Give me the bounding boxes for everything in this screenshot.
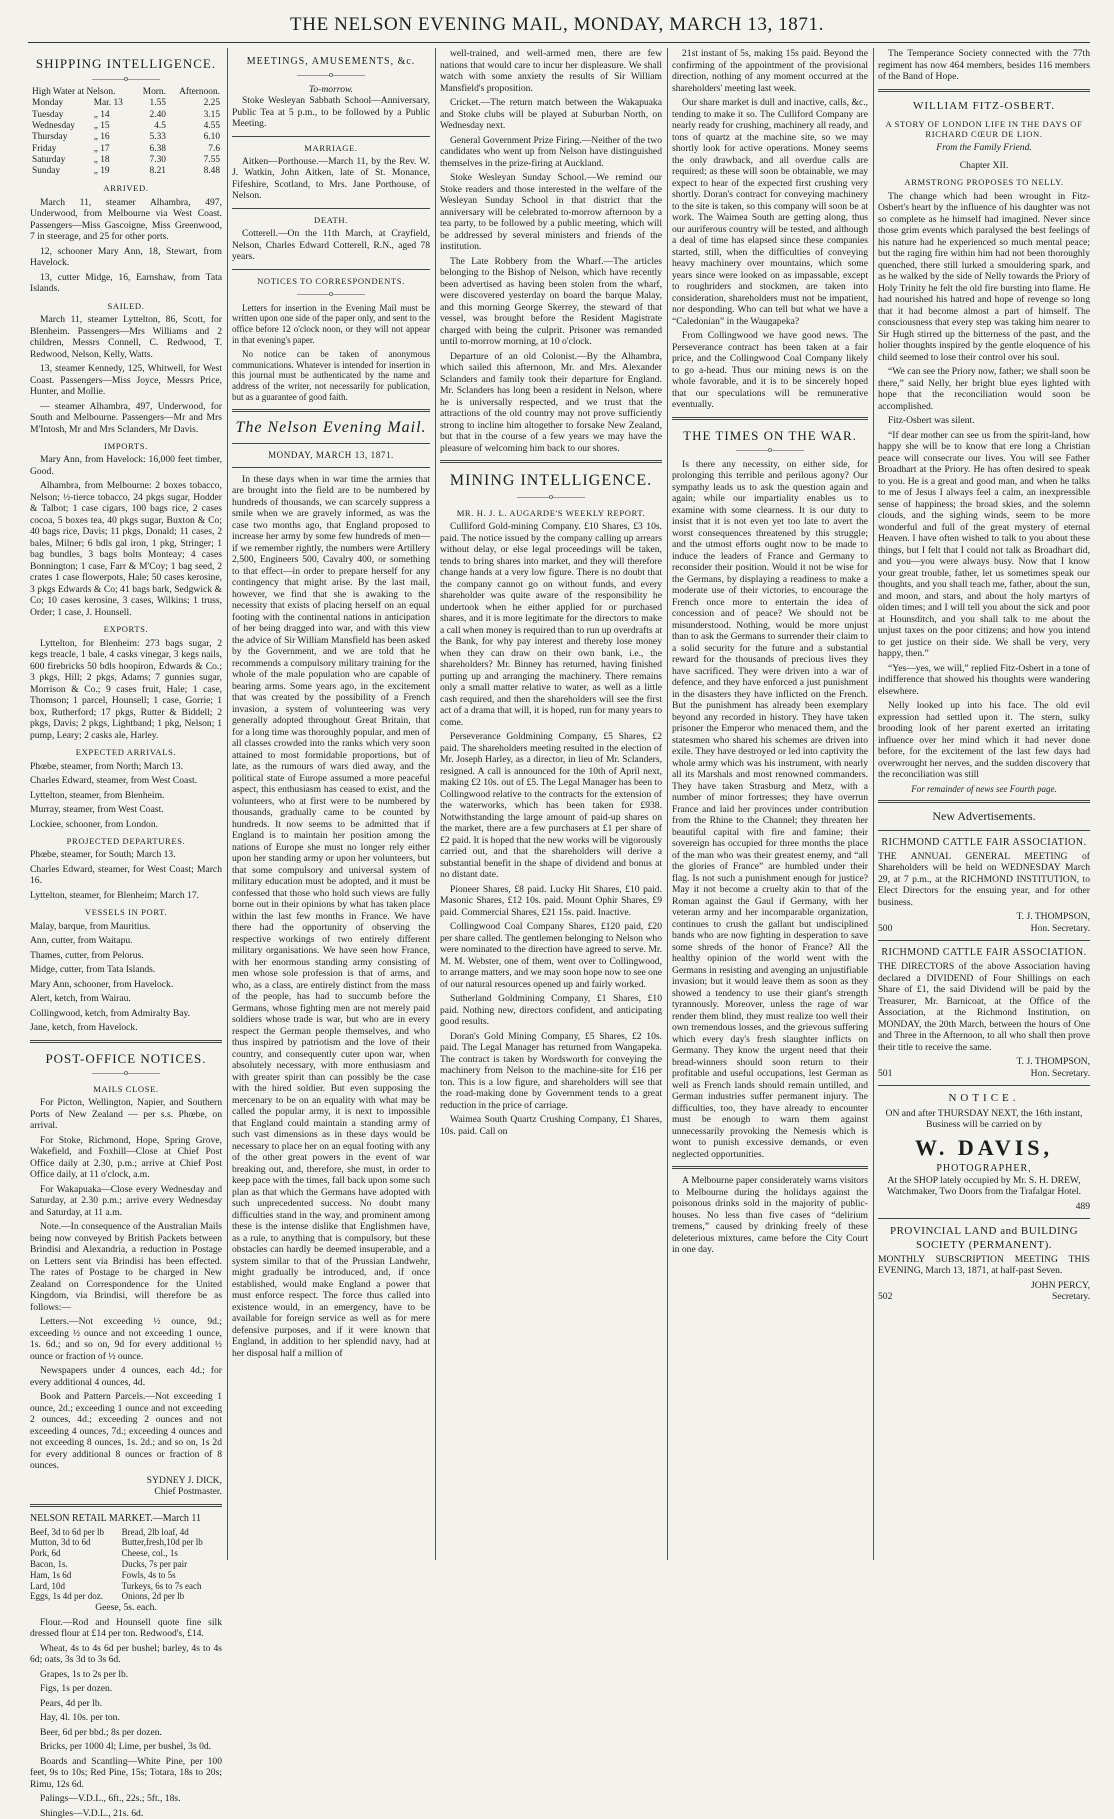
ad-footer [878,1068,1090,1080]
ad-notice-body: ON and after THURSDAY NEXT, the 16th instant, Business will be carried on by [885,1107,1083,1130]
section-rule [232,467,430,468]
news-paragraph: From Collingwood we have good news. The Perseverance contract has been taken at a fair price, and the Collingwood Coal Company likely to go a-head. Thus our mining news is on the whole favorable, and it is to be sincerely hoped that our speculations will be remunerative eventually. [672,330,868,410]
story-paragraph: “If dear mother can see us from the spirit-land, how happy she will be to know that ere long a Christian peace will consecrate our lives. You will see Father Broadhart at the Priory. He has often desired to speak to you. He is a great and good man, and when he talks to me of Jesus I always feel a calm, an inexpressible sense of happiness; the broad skies, and the solemn clouds, and the sighing winds, seem to be more wonderful and full of the great mystery of eternal Heaven. I have often wished to talk to you about these things, but I felt that I could not talk as Broadhart did, and you—you were always busy. Now that I know your great trouble, father, let us sometimes speak our thoughts, and you shall teach me, father, about the sun, and moon, and stars, and about the holy martyrs of olden times; and I will tell you about the sick and poor at Hounsditch, and you shall talk to me about the unjust taxes on the poor citizens; and how you intend to get justice on their side. We shall be very, very happy, then.” [878,429,1090,660]
postmaster-name: SYDNEY J. DICK, [146,1474,222,1486]
expected-entry: Lyttelton, steamer, from Blenheim. [30,789,165,801]
mining-subtitle: MR. H. J. L. AUGARDE'S WEEKLY REPORT. [456,507,646,518]
ad-role: Secretary. [1052,1291,1090,1303]
mining-paragraph: Waimea South Quartz Crushing Company, £1 Shares, 10s. paid. Call on [440,1114,662,1137]
market-item: Palings—V.D.L., 6ft., 22s.; 5ft., 18s. [40,1793,181,1805]
divider: ————o———— [736,445,804,455]
news-paragraph: Cricket.—The return match between the Wakapuaka and Stoke clubs will be played at Suburban North, on Wednesday next. [440,97,662,131]
story-paragraph: The change which had been wrought in Fitz-Osbert's heart by the influence of his daughter was not so complete as he himself had imagined. Never since those grim events which paralysed the best feelings of his nature had he experienced so much mental peace; but the raging fire within him had not been thoroughly quenched, there still lurked a smouldering spark, and as he walked by the side of Nelly towards the Priory of Holy Trinity he felt the old fire bursting into flame. He had nourished his hatred and hope of revenge so long that it had become almost a part of himself. The consciousness that every step was taking him nearer to Sir Hugh stirred up the bitterness of the past, and the holier thoughts inspired by the gentle eloquence of his child seemed to lose their control over his soul. [878,190,1090,363]
section-rule [878,1218,1090,1219]
chapter-number: Chapter XII. [959,159,1009,171]
arrived-entry: 12, schooner Mary Ann, 18, Stewart, from Havelock. [30,245,222,269]
market-item: Lard, 10d [30,1580,65,1591]
story-paragraph: Fitz-Osbert was silent. [888,415,975,427]
story-paragraph: Nelly looked up into his face. The old evil expression had settled upon it. The stern, sulky brooding look of her parent exerted an irritating influence over her mind which it had never done before, for the excitement of the last few days had overwrought her nerves, and the sudden discovery that the reconciliation was still [878,700,1090,781]
mining-paragraph: Doran's Gold Mining Company, £5 Shares, £2 10s. paid. The Legal Manager has returned from Wangapeka. The contract is taken by Wordsworth for conveying the machinery from Nelson to the machine-site for £16 per ton. This is a low figure, and shareholders will see that the road-making done by Government tends to a great reduction in the price of carriage. [440,1030,662,1111]
tide-row [30,166,222,177]
imports-entry: Mary Ann, from Havelock: 16,000 feet timber, Good. [30,454,222,477]
ad-signature: T. J. THOMPSON, [1016,911,1090,923]
market-item: Shingles—V.D.L., 21s. 6d. [40,1807,144,1819]
marriage-title: MARRIAGE. [304,142,358,153]
mining-paragraph: Sutherland Goldmining Company, £1 Shares, £10 paid. Nothing new, directors confident, and anticipating good results. [440,993,662,1028]
column-leader [232,48,430,1558]
market-item: Figs, 1s per dozen. [40,1683,113,1695]
mail-entry: Book and Pattern Parcels.—Not exceeding 1 ounce, 2d.; exceeding 1 ounce and not exceeding 2 ounces, 4d.; exceeding 2 ounces and not exceeding 4 ounces, 7d.; exceeding 4 ounces and not exceeding 8 ounces, 1s. 2d.; and so on, 1s 2d for every additional 8 ounces or fraction of 8 ounces. [30,1391,222,1472]
chapter-title: ARMSTRONG PROPOSES TO NELLY. [904,177,1064,188]
market-item: Butter,fresh,10d per lb [121,1537,203,1548]
market-table [30,1527,222,1603]
expected-entry: Lockiee, schooner, from London. [30,818,159,830]
section-rule [30,1040,222,1043]
arrived-entry: March 11, steamer Alhambra, 497, Underwood, from Melbourne via West Coast. Passengers—Miss Gascoigne, Miss Greenwood, 7 in steerage, and 25 for other ports. [30,196,222,243]
section-rule [672,417,868,420]
notice-entry: No notice can be taken of anonymous communications. Whatever is intended for insertion in this journal must be authenticated by the name and address of the writer, not necessarily for publication, but as a guarantee of good faith. [232,348,430,402]
tide-date: „ 15 [93,121,110,132]
postmaster-title: Chief Postmaster. [154,1486,222,1498]
leader-date: MONDAY, MARCH 13, 1871. [268,449,394,460]
tide-day: Thursday [32,132,68,143]
vessel-entry: Midge, cutter, from Tata Islands. [30,964,156,976]
ad-notice-address: At the SHOP lately occupied by Mr. S. H. DREW, Watchmaker, Two Doors from the Trafalgar Hotel. [886,1174,1082,1198]
market-item: Turkeys, 6s to 7s each [121,1580,202,1591]
column-rule [873,48,874,1560]
section-rule [232,409,430,412]
tide-head-place: High Water at Nelson. [32,87,116,98]
ad-footer [878,1291,1090,1303]
market-item: Bread, 2lb loaf, 4d [121,1526,189,1537]
post-office-title: POST-OFFICE NOTICES. [45,1050,207,1066]
masthead: THE NELSON EVENING MAIL, MONDAY, MARCH 13, 1871. [290,14,824,35]
mail-entry: For Picton, Wellington, Napier, and Southern Ports of New Zealand — per s.s. Phœbe, on arrival. [30,1097,222,1132]
tide-morn: 6.38 [149,143,166,154]
projected-heading: PROJECTED DEPARTURES. [66,836,186,846]
mail-entry: Letters.—Not exceeding ½ ounce, 9d.; exceeding ½ ounce and not exceeding 1 ounce, 1s. 6d.; and so on, 9d for every additional ½ ounce or fraction of ½ ounce. [30,1316,222,1362]
story-subtitle: A STORY OF LONDON LIFE IN THE DAYS OF RICHARD CŒUR DE LION. [885,118,1083,139]
tide-day: Tuesday [32,109,64,120]
tide-row [30,110,222,121]
projected-entry: Charles Edward, steamer, for West Coast; March 16. [30,863,222,887]
column-local-news [440,48,662,1558]
column-rule [227,48,228,1560]
market-item: Wheat, 4s to 4s 6d per bushel; barley, 4s to 4s 6d; oats, 3s 3d to 3s 6d. [30,1642,222,1666]
tide-head-morn: Morn. [142,87,166,98]
tide-aft: 8.48 [203,166,220,177]
section-rule [440,460,662,463]
ad-number: 501 [878,1067,893,1079]
column-story-ads [878,48,1090,1558]
ad-dividend-heading: RICHMOND CATTLE FAIR ASSOCIATION. [881,947,1087,959]
sailed-entry: — steamer Alhambra, 497, Underwood, for South and Melbourne. Passengers—Mr and Mrs M'Intosh, Mr and Mrs Sclanders, Mr Davis. [30,400,222,435]
market-item: Beef, 3d to 6d per lb [30,1526,104,1537]
news-paragraph: Our share market is dull and inactive, calls, &c., tending to make it so. The Culliford Company are nearly ready for crushing, machinery all ready, and tons of quartz at the machine site, so we may shortly look for active operations. Money seems the only drawback, and all overdue calls are required; as these will soon be obtainable, we may expect to hear of the expected first crushing very shortly. Doran's contract for conveying machinery to the site is taken, so this company will soon be at work. The Waimea South are getting along, thus our auriferous country will be tested, and although a deal of time has elapsed since these companies started, still, when the difficulties of conveying heavy machinery over mountains, which some years since were looked on as impassable, except to roughriders and stockmen, are taken into consideration, shareholders must not be impatient, nor desponding. Who can tell but what we have a “Caledonian” in the Waugapeka? [672,97,868,327]
tide-aft: 2.25 [203,98,220,109]
section-rule [878,830,1090,831]
ad-role: Hon. Secretary. [1030,922,1090,934]
ad-cattle-fair-heading: RICHMOND CATTLE FAIR ASSOCIATION. [881,836,1087,848]
market-item: Pears, 4d per lb. [40,1697,103,1709]
section-rule [878,89,1090,92]
market-item: Bricks, per 1000 4l; Lime, per bushel, 3s 0d. [40,1741,212,1753]
tide-day: Friday [32,143,57,154]
mining-paragraph: Perseverance Goldmining Company, £5 Shares, £2 paid. The shareholders meeting resulted in the election of Mr. Joseph Harley, as a director, in lieu of Mr. Sclanders, resigned. A call is announced for the 10th of April next, making £2 10s. out of £5. The Legal Manager has been to Collingwood relative to the contracts for the extension of the waterworks, which has been taken for £938. Notwithstanding the large amount of paid-up shares on the market, there are a few purchasers at £1 per share of £2 paid. It is hoped that the new works will be vigorously carried out, and that the shareholders will derive a substantial benefit in the shape of dividend and bonus at no distant date. [440,731,662,881]
ad-dividend-body: THE DIRECTORS of the above Association having declared a DIVIDEND of Four Shillings on each Share of £1, the said Dividend will be paid by the Treasurer, Mr. Barnicoat, at the Office of the Association, at the Richmond Institution, on MONDAY, the 20th March, between the hours of One and Three in the Afternoon, to all who shall then prove their title to receive the same. [878,961,1090,1053]
ad-role: Hon. Secretary. [1030,1067,1090,1079]
ad-signature: JOHN PERCY, [1031,1279,1090,1291]
tide-day: Wednesday [32,121,75,132]
tomorrow-label: To-morrow. [308,83,354,95]
story-continuation: For remainder of news see Fourth page. [911,783,1057,794]
market-item: Hay, 4l. 10s. per ton. [40,1712,120,1724]
vessel-entry: Jane, ketch, from Havelock. [30,1022,138,1034]
mail-entry: Note.—In consequence of the Australian Mails being now conveyed by British Packets between Brindisi and Alexandria, a reduction in Postage on Letters sent via Brindisi has been effected. The rates of Postage to be charged in New Zealand on Correspondence for the United Kingdom, via Brindisi, will therefore be as follows:— [30,1221,222,1313]
market-item: Eggs, 1s 4d per doz. [30,1591,103,1602]
tide-date: „ 14 [93,109,110,120]
tide-day: Saturday [32,154,66,165]
section-rule [878,800,1090,803]
market-item: Boards and Scantling—White Pine, per 100 feet, 9s to 10s; Red Pine, 15s; Totara, 18s to 20s; Rimu, 12s 6d. [30,1755,222,1790]
section-rule [232,136,430,137]
death-title: DEATH. [314,214,348,225]
tide-day: Sunday [32,166,61,177]
tide-row [30,121,222,132]
market-item: Beer, 6d per bbd.; 8s per dozen. [40,1726,162,1738]
sailed-heading: SAILED. [107,300,145,311]
ad-number: 489 [1075,1200,1090,1212]
top-rule [28,42,1090,43]
tide-morn: 2.40 [149,109,166,120]
news-paragraph: Stoke Wesleyan Sunday School.—We remind our Stoke readers and those interested in the welfare of the Wesleyan Sunday School in that district that the anniversary will be celebrated to-morrow afternoon by a tea party, to be followed by a public meeting, which will be addressed by several ministers and friends of the institution. [440,172,662,252]
ad-photographer-trade: PHOTOGRAPHER, [936,1162,1032,1174]
section-rule [878,1085,1090,1086]
exports-entry: Lyttelton, for Blenheim: 273 bags sugar, 2 kegs treacle, 1 bale, 4 casks vinegar, 3 kegs nails, 600 firebricks 50 bdls hoopiron, Edwards & Co.; 3 pkgs, Hill; 2 pkgs, Adams; 7 gunnies sugar, Morrison & Co.; 9 cases fruit, Hale; 1 case, Thomson; 1 parcel, Hounsell; 1 case, Gorrie; 1 box, Rutherford; 17 pkgs, Rutter & Biddell; 2 pkgs, Davis; 2 pkgs, Lightband; 1 pkg, Nelson; 1 pump, Leary; 2 casks ale, Harley. [30,637,222,741]
tide-aft: 4.55 [203,121,220,132]
tide-morn: 8.21 [149,166,166,177]
ad-number: 500 [878,922,893,934]
tide-head-aft: Afternoon. [179,87,220,98]
mining-paragraph: Collingwood Coal Company Shares, £120 paid, £20 per share called. The gentlemen belonging to Nelson who were nominated to the direction have agreed to serve. Mr. M. M. Webster, one of them, went over to Collingwood, to arrange matters, and we may soon hope now to see one of our natural resources opened up and fairly worked. [440,921,662,990]
arrived-heading: ARRIVED. [103,183,149,194]
tide-aft: 7.6 [208,143,220,154]
market-item: Onions, 2d per lb [121,1591,185,1602]
tide-header [30,87,222,98]
market-item: Cheese, col., 1s [121,1548,178,1559]
mail-entry: For Stoke, Richmond, Hope, Spring Grove, Wakefield, and Foxhill—Close at Chief Post Office daily at 2.30, p.m.; arrive at Chief Post Office daily, at 11 o'clock, a.m. [30,1134,222,1181]
mining-title: MINING INTELLIGENCE. [449,472,653,489]
tide-date: „ 18 [93,154,110,165]
column-rule [435,48,436,1560]
expected-heading: EXPECTED ARRIVALS. [75,747,177,758]
news-paragraph: well-trained, and well-armed men, there are few nations that would care to incur her displeasure. We shall watch with some anxiety the results of Sir William Mansfield's proposition. [440,48,662,94]
market-item: Pork, 6d [30,1548,61,1559]
news-paragraph: 21st instant of 5s, making 15s paid. Beyond the confirming of the appointment of the provisional direction, nothing of any moment occurred at the shareholders' meeting last week. [672,48,868,94]
vessels-heading: VESSELS IN PORT. [84,907,168,918]
section-rule [878,940,1090,941]
tide-aft: 6.10 [203,132,220,143]
imports-entry: Alhambra, from Melbourne: 2 boxes tobacco, Nelson; ½-tierce tobacco, 24 pkgs sugar, Hodder & Talbot; 1 case cigars, 100 bags rice, 2 cases cocoa, 5 boxes tea, 40 pkgs sugar, Buxton & Co; 40 bags rice, Davis; 11 pkgs, Donald; 11 cases, 2 bales, Milner; 6 bdls gal iron, 1 pkg, Stringer; 1 bag bundles, 3 bags bolts Monteay; 4 cases Bonnington; 1 case, Farr & M'Coy; 1 bag seed, 2 crates 1 case flowerpots, Hale; 50 cases kerosine, 3 pkgs Edwards & Co; 41 bags bark, Sedgwick & Co; 10 cases kerosine, 3 cases, Wilkins; 1 truss, Order; 1 case, J. Hounsell. [30,480,222,618]
notices-title: NOTICES TO CORRESPONDENTS. [257,275,405,286]
sailed-entry: 13, steamer Kennedy, 125, Whitwell, for West Coast. Passengers—Miss Joyce, Messrs Price, Hunter, and Mollie. [30,363,222,398]
shipping-title: SHIPPING INTELLIGENCE. [35,56,217,71]
paper-nameplate: The Nelson Evening Mail. [235,418,427,436]
new-advertisements-title: New Advertisements. [932,809,1036,824]
sailed-entry: March 11, steamer Lyttelton, 86, Scott, for Blenheim. Passengers—Mrs Williams and 2 children, Messrs Connell, C. Redwood, T. Redwood, Nelson, Kelly, Watts. [30,314,222,360]
section-rule [232,208,430,209]
section-rule [232,269,430,270]
ad-notice-heading: NOTICE. [948,1092,1020,1105]
vessel-entry: Ann, cutter, from Waitapu. [30,935,133,947]
tide-morn: 7.30 [149,154,166,165]
market-item: Bacon, 1s. [30,1559,68,1570]
tide-date: „ 19 [93,166,110,177]
divider: ————o———— [297,70,365,79]
divider: ————o———— [92,73,160,83]
divider: ————o———— [517,492,585,502]
ad-number: 502 [878,1291,893,1303]
column-shipping [30,48,222,1819]
notice-entry: Letters for insertion in the Evening Mail must be written upon one side of the paper only, and sent to the office before 12 o'clock noon, or they will not appear in that evening's paper. [232,302,430,346]
mail-entry: For Wakapuaka—Close every Wednesday and Saturday, at 2.30 p.m.; arrive every Wednesday and Saturday, at 11 a.m. [30,1183,222,1218]
vessel-entry: Mary Ann, schooner, from Havelock. [30,978,174,990]
war-article: Is there any necessity, on either side, for prolonging this terrible and perilous agony? Our sympathy leads us to ask the question again and again; while our impartiality enables us to examine with some clearness. It is our duty to insist that it is not even yet too late to avert the worst consequences threatened by this struggle; and the utmost efforts ought now to be made to induce the leaders of France and Germany to reconsider their position. Would it not be wise for the Germans, by displaying a readiness to make a moderate use of their victories, to encourage the French once more to entertain the idea of concession and of peace? We should not be misunderstood. Nothing, would be more unjust than to ask the Germans to surrender their claim to a solid security for the future and a substantial reward for the thousands of precious lives they have sacrificed. They were driven into a war of defence, and they have enforced a just punishment in the disasters they have inflicted on the French. But the punishment has already been exemplary beyond any recorded in history. They have taken prisoner the Emperor who menaced them, and the statesmen who shared his schemes are driven into exile. They have destroyed or led into captivity the whole army which was his instrument, with nearly all its Marshals and most renowned commanders. They have taken Strasburg and Metz, with a number of minor fortresses; they have overrun France and laid her provinces under contribution from the Rhine to the Channel; they threaten her beautiful capital with fire and famine; their sovereign has occupied for three months the place of the man who was their greatest enemy, and “all the glories of France” are humbled under their flag. Is not such a punishment enough for justice? May it not become a cruelty akin to that of the Roman against the Gaul if Germany, with her veteran army and her incomparable organization, continues to crush the gallant but undisciplined bands who are now fighting in desperation to save some shreds of the honor of France? All the healthy opinion of the world went with the Germans in resisting and avenging an unjustifiable invasion; but it would leave them as soon as they showed a tendency to use their giant's strength tyrannously. Moreover, unless the rage of war render them blind, they must realize too well their own tremendous losses, and the grievous suffering which every day's fresh slaughter inflicts on Germany. They know the urgent need that their bread-winners should soon return to their profitable and useful occupations, lest German as well as French lands should remain untilled, and German industries suffer permanent injury. The difficulties, too, they have already to encounter must be enough to warn them against unnecessarily provoking the Nemesis which is wont to punish excessive demands, or even neglected opportunities. [672,458,868,1160]
mails-heading: MAILS CLOSE. [93,1083,159,1094]
vessel-entry: Alert, ketch, from Wairau. [30,993,131,1005]
mail-entry: Newspapers under 4 ounces, each 4d.; for every additional 4 ounces, 4d. [30,1365,222,1388]
tide-row [30,144,222,155]
vessel-entry: Malay, barque, from Mauritius. [30,920,151,932]
tide-date: Mar. 13 [93,98,123,109]
arrived-entry: 13, cutter Midge, 16, Earnshaw, from Tata Islands. [30,271,222,295]
exports-heading: EXPORTS. [103,624,149,635]
divider: ————o———— [297,289,365,299]
market-item: Flour.—Rod and Hounsell quote fine silk dressed flour at £14 per ton. Redwood's, £14. [30,1616,222,1640]
meetings-title: MEETINGS, AMUSEMENTS, &c. [246,56,416,67]
section-rule [30,1504,222,1507]
vessel-entry: Thames, cutter, from Pelorus. [30,949,144,961]
tide-morn: 5.33 [149,132,166,143]
column-rule [667,48,668,1560]
expected-entry: Charles Edward, steamer, from West Coast. [30,775,198,786]
ad-building-society-body: MONTHLY SUBSCRIPTION MEETING THIS EVENING, March 13, 1871, at half-past Seven. [878,1253,1090,1277]
vessel-entry: Collingwood, ketch, from Admiralty Bay. [30,1007,191,1019]
section-rule [672,1166,868,1169]
story-title: WILLIAM FITZ-OSBERT. [913,99,1055,112]
market-title: NELSON RETAIL MARKET.—March 11 [30,1512,202,1524]
column-war [672,48,868,1558]
tide-date: „ 16 [93,132,110,143]
market-item: Ham, 1s 6d [30,1569,72,1580]
ad-cattle-fair-body: THE ANNUAL GENERAL MEETING of Shareholders will be held on WEDNESDAY March 29, at 7 p.m., at the RICHMOND INSTITUTION, to Elect Directors for the ensuing year, and for other business. [878,850,1090,908]
projected-entry: Lyttelton, steamer, for Blenheim; March 17. [30,889,200,901]
expected-entry: Phœbe, steamer, from North; March 13. [30,760,184,772]
tide-morn: 1.55 [149,98,166,109]
tide-table [30,87,222,177]
market-item: Ducks, 7s per pair [121,1559,188,1570]
news-paragraph: General Government Prize Firing.—Neither of the two candidates who went up from Nelson have distinguished themselves in the prize-firing at Auckland. [440,134,662,169]
tide-row [30,132,222,143]
market-item: Mutton, 3d to 6d [30,1537,91,1548]
leader-article: In these days when in war time the armies that are brought into the field are to be numbered by hundreds of thousands, we can scarcely suppress a smile when we are gravely informed, as was the case two months ago, that England proposed to increase her army by some few hundreds of men—if we remember rightly, the numbers were Artillery 2,500, Engineers 500, Cavalry 400, or something to that effect—in order to prepare herself for any contingency that might arise. By the last mail, however, we find that she is awaking to the necessity that exists of placing herself on an equal footing with the continental nations in anticipation of her being dragged into war, and with this view the advice of Sir William Mansfield has been asked by the Government, and we are told that he recommends a compulsory military training for the whole of the male population who are capable of bearing arms. Some years ago, in the excitement that was created by the possibility of a French invasion, a system of volunteering was very generally adopted throughout Great Britain, that for a long time was thoroughly popular, and men of all classes crowded into the ranks which very soon attained to most formidable proportions, but of late, as the rumours of wars died away, and the political state of Europe assumed a more peaceful aspect, this enthusiasm has ceased to exist, and the volunteers, who at first were to be numbered by thousands, gradually came to be counted by hundreds. It now seems to be admitted that if England is to maintain her position among the nations of Europe she must no longer rely either upon her standing army or upon her volunteers, but that some compulsory and universal system of military education must be adopted, and it must be confessed that those who hold such views are fully borne out in their opinions by what has taken place within the last few months in France. We have there had the opportunity of observing the respective workings of two entirely different military organisations. We have seen how France, with her enormous standing army consisting of men whose sole profession is that of arms, and who, as a class, are entirely distinct from the mass of the people, has had to succumb before the Germans, whose fighting men are not merely paid soldiers whose trade is war, but who are in every respect the German people themselves, and who thus inspired by patriotism and the love of their country, and consequently cuter upon war, when absolutely necessary, with more enthusiasm and with greater spirit than can possibly be the case with the hired soldier. But even supposing the mercenary to be on an equality with what may be called the popular army, it is next to impossible that England could maintain a standing army of such vast dimensions as in these days would be necessary to place her on an equal footing with any of the other great powers in the event of war breaking out, and, therefore, she must, in order to keep pace with the times, fall back upon some such plan as that which the Germans have adopted with such unprecedented success. No doubt many difficulties stand in the way, and prominent among these is the intense dislike that Englishmen have, as a rule, to anything that is compulsory, but these obstacles can hardly be deemed insuperable, and a system similar to that of the Prussian Landwehr, might gradually be introduced, and, if once established, would make England a power that must enforce respect. The force thus called into existence would, in an emergency, have to be available for foreign service as well as for mere defensive purposes, and if it were known that England, in addition to her splendid navy, had at her disposal half a million of [232,473,430,1359]
news-paragraph: The Late Robbery from the Wharf.—The articles belonging to the Bishop of Nelson, which have recently been advertised as having been stolen from the wharf, were discovered yesterday on board the barque Malay, and this morning George Skerrey, the steward of that vessel, was brought before the Resident Magistrate charged with being the culprit. Prisoner was remanded until to-morrow morning, at 10 o'clock. [440,255,662,347]
market-item: Grapes, 1s to 2s per lb. [40,1668,129,1680]
meeting-entry: Stoke Wesleyan Sabbath School—Anniversary, Public Tea at 5 p.m., to be followed by a Public Meeting. [232,95,430,130]
tide-day: Monday [32,98,64,109]
section-rule [232,443,430,444]
ad-photographer-name: W. DAVIS, [914,1134,1054,1160]
tide-row [30,155,222,166]
tide-row [30,98,222,109]
death-entry: Cotterell.—On the 11th March, at Crayfield, Nelson, Charles Edward Cotterell, R.N., aged 78 years. [232,228,430,263]
story-paragraph: “Yes—yes, we will,” replied Fitz-Osbert in a tone of indifference that showed his thoughts were wandering elsewhere. [878,662,1090,697]
market-item: Geese, 5s. each. [95,1602,157,1614]
ad-building-society-heading: PROVINCIAL LAND and BUILDING SOCIETY (PERMANENT). [889,1225,1079,1251]
tide-morn: 4.5 [154,121,166,132]
news-paragraph: Departure of an old Colonist.—By the Alhambra, which sailed this afternoon, Mr. and Mrs. Alexander Sclanders and family took their departure for England. Mr. Sclanders has long been a resident in Nelson, where he is universally respected, and we trust that the attractions of the old country may not prove sufficiently strong to incline him altogether to forsake New Zealand, but that in the course of a few years we may have the pleasure of welcoming him back to our shores. [440,350,662,454]
news-paragraph: A Melbourne paper considerately warns visitors to Melbourne during the holidays against the poisonous drinks sold in the majority of public-houses. No less than five cases of “delirium tremens,” caused by drinking freely of these deleterious mixtures, came before the City Court in one day. [672,1175,868,1256]
times-war-title: THE TIMES ON THE WAR. [683,427,857,443]
temperance-note: The Temperance Society connected with the 77th regiment has now 464 members, besides 116 members of the Band of Hope. [878,48,1090,82]
imports-heading: IMPORTS. [104,441,148,452]
ad-footer [878,923,1090,935]
tide-date: „ 17 [93,143,110,154]
ad-signature: T. J. THOMPSON, [1016,1056,1090,1068]
marriage-entry: Aitken—Porthouse.—March 11, by the Rev. W. J. Watkin, John Aitken, late of St. Monance, Fifeshire, Scotland, to Mrs. Jane Porthouse, of Nelson. [232,155,430,202]
tide-aft: 3.15 [203,109,220,120]
projected-entry: Phœbe, steamer, for South; March 13. [30,849,176,861]
expected-entry: Murray, steamer, from West Coast. [30,804,164,815]
story-source: From the Family Friend. [936,142,1032,154]
divider: ————o———— [92,1068,160,1078]
market-item: Fowls, 4s to 5s [121,1569,176,1580]
story-paragraph: “We can see the Priory now, father; we shall soon be there,” said Nelly, her bright blue eyes lighted with hope that the reconciliation would soon be accomplished. [878,366,1090,412]
mining-paragraph: Culliford Gold-mining Company. £10 Shares, £3 10s. paid. The notice issued by the company calling up arrears without delay, or else legal proceedings will be taken, tends to bring shares into market, and they will therefore change hands at a very low figure. There is no doubt that the company cannot go on without funds, and every shareholder was quite aware of the responsibility he undertook when he either applied for or purchased shares, and it is more legitimate for the directors to make a call when money is required than to run up overdrafts at the Bank, for why pay interest and thereby lose money when they can draw on their own bank, i.e., the shareholders? Mr. Binney has returned, having finished putting up and arranging the machinery. There remains only a small matter relative to water, as well as a little cash required, and then the shareholders will see the first act of a drama that will, it is hoped, run for many years to come. [440,521,662,728]
tide-aft: 7.55 [203,154,220,165]
mining-paragraph: Pioneer Shares, £8 paid. Lucky Hit Shares, £10 paid. Masonic Shares, £12 10s. paid. Mount Ophir Shares, £9 paid. Commercial Shares, £21 15s. paid. Inactive. [440,883,662,918]
